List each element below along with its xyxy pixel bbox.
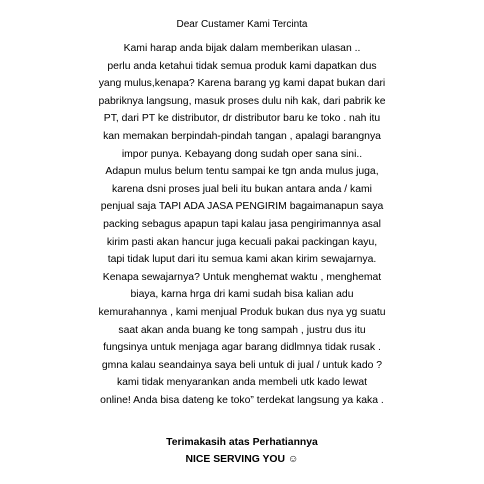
body-line: penjual saja TAPI ADA JASA PENGIRIM bagaimanapun saya: [100, 201, 384, 213]
message-body: [74, 40, 410, 409]
body-line: perlu anda ketahui tidak semua produk kami dapatkan dus: [107, 60, 377, 72]
body-line: packing sebagus apapun tapi kalau jasa pengirimannya asal: [103, 218, 381, 230]
body-line: tapi tidak luput dari itu semua kami akan kirim sewajarnya.: [107, 254, 377, 266]
body-line: PT, dari PT ke distributor, dr distributor baru ke toko . nah itu: [103, 113, 381, 125]
body-line: yang mulus,kenapa? Karena barang yg kami dapat bukan dari: [98, 78, 386, 90]
body-line: kirim pasti akan hancur juga kecuali pakai packingan kayu,: [106, 236, 378, 248]
body-line: saat akan anda buang ke tong sampah , justru dus itu: [118, 324, 366, 336]
body-line: Kenapa sewajarnya? Untuk menghemat waktu , menghemat: [102, 271, 382, 283]
body-line: kan memakan berpindah-pindah tangan , apalagi barangnya: [103, 130, 381, 142]
body-line: kami tidak menyarankan anda membeli utk kado lewat: [116, 377, 368, 389]
closing-line: Terimakasih atas Perhatiannya: [166, 437, 318, 448]
signoff-line: NICE SERVING YOU ☺: [185, 454, 299, 465]
body-line: fungsinya untuk menjaga agar barang didlmnya tidak rusak .: [103, 342, 381, 354]
greeting-heading: Dear Custamer Kami Tercinta: [176, 19, 308, 30]
body-line: Adapun mulus belum tentu sampai ke tgn anda mulus juga,: [105, 166, 379, 178]
body-line: Kami harap anda bijak dalam memberikan ulasan ..: [123, 43, 361, 54]
body-line: kemurahannya , kami menjual Produk bukan dus nya yg suatu: [98, 306, 386, 318]
body-line: impor punya. Kebayang dong sudah oper sana sini..: [121, 148, 363, 160]
body-line: karena dsni proses jual beli itu bukan antara anda / kami: [112, 183, 372, 195]
body-line: pabriknya langsung, masuk proses dulu nih kak, dari pabrik ke: [98, 95, 386, 107]
body-line: gmna kalau seandainya saya beli untuk di jual / untuk kado ?: [101, 359, 383, 371]
body-line: online! Anda bisa dateng ke toko” terdekat langsung ya kaka .: [100, 394, 384, 406]
body-line: biaya, karna hrga dri kami sudah bisa kalian adu: [130, 289, 354, 301]
